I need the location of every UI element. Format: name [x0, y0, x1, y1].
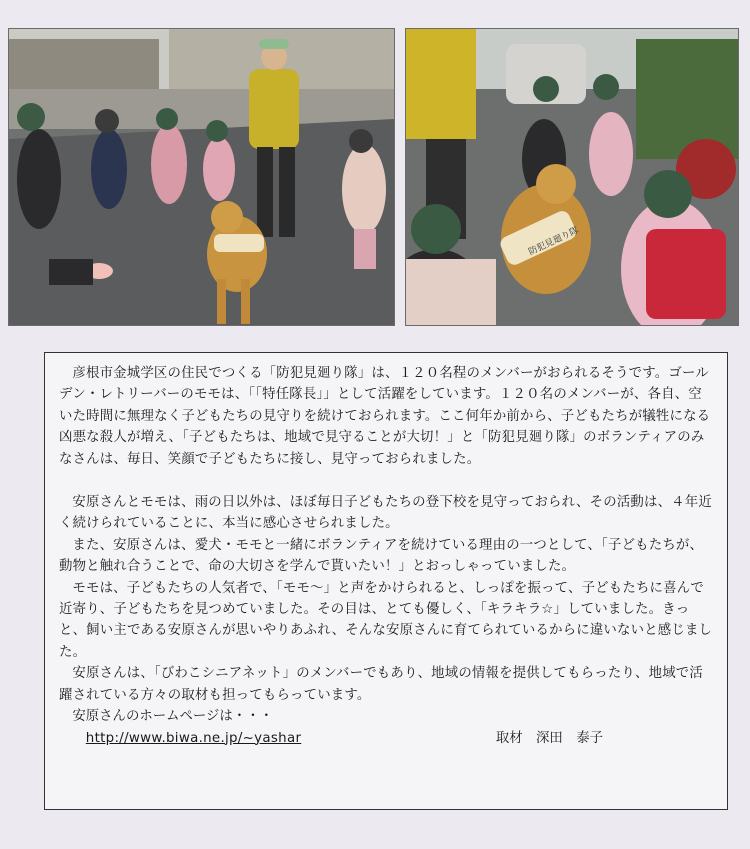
- paragraph-gap: [59, 470, 713, 492]
- article-box: [44, 352, 728, 810]
- footer-row: [86, 728, 713, 749]
- paragraph-5: 安原さんは、「びわこシニアネット」のメンバーでもあり、地域の情報を提供してもらったり、地域で活躍されている方々の取材も担ってもらっています。: [59, 666, 703, 703]
- photo-scene-right: [406, 29, 738, 325]
- photo-volunteer-dog-children: [8, 28, 395, 326]
- photo-dog-with-vest: [405, 28, 739, 326]
- vest-text: 防犯見廻り隊: [527, 225, 581, 258]
- paragraph-1: 彦根市金城学区の住民でつくる「防犯見廻り隊」は、１２０名程のメンバーがおられるそうです。ゴールデン・レトリーバーのモモは、「「特任隊長」」として活躍をしています。１２０名のメンバーが、各自、空いた時間に無理なく子どもたちの見守りを続けておられます。ここ何年か前から、子どもたちが犠牲になる凶悪な殺人が増え、「子どもたちは、地域で見守ることが大切！」と「防犯見廻り隊」のボランティアのみなさんは、毎日、笑顔で子どもたちに接し、見守っておられました。: [59, 366, 711, 467]
- photo-scene-left: [9, 29, 394, 325]
- paragraph-4: モモは、子どもたちの人気者で、「モモ～」と声をかけられると、しっぽを振って、子どもたちに喜んで近寄り、子どもたちを見つめていました。その目は、とても優しく、「キラキラ☆」していました。きっと、飼い主である安原さんが思いやりあふれ、そんな安原さんに育てられているからに違いないと感じました。: [59, 580, 713, 660]
- byline: 取材 深田 泰子: [495, 730, 603, 746]
- paragraph-2: 安原さんとモモは、雨の日以外は、ほぼ毎日子どもたちの登下校を見守っておられ、その活動は、４年近く続けられていることに、本当に感心させられました。: [59, 495, 712, 532]
- homepage-label: 安原さんのホームページは・・・: [72, 709, 273, 725]
- paragraph-3: また、安原さんは、愛犬・モモと一緒にボランティアを続けている理由の一つとして、「子どもたちが、動物と触れ合うことで、命の大切さを学んで貰いたい！」とおっしゃっていました。: [59, 537, 704, 575]
- homepage-link[interactable]: http://www.biwa.ne.jp/~yashar: [85, 730, 302, 746]
